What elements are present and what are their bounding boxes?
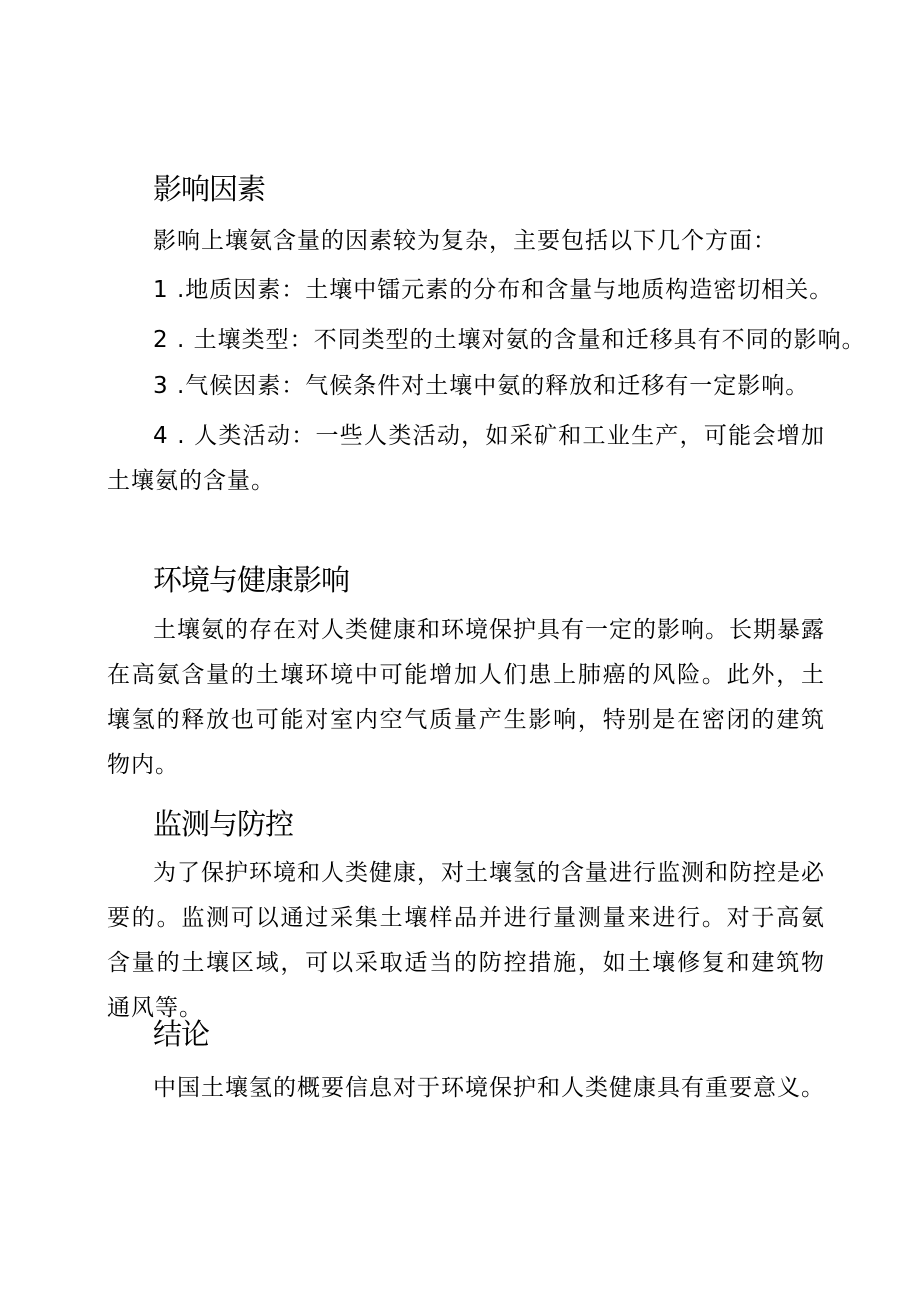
section-heading-factors: 影响因素	[153, 172, 266, 206]
monitoring-body: 为了保护环境和人类健康，对土壤氢的含量进行监测和防控是必要的。监测可以通过采集土壤样品并进行量测量来进行。对于高氨含量的土壤区域，可以采取适当的防控措施，如土壤修复和建筑物通风等。	[107, 860, 825, 1021]
factor-item-human-activity: 4 . 人类活动：一些人类活动，如采矿和工业生产，可能会增加土壤氨的含量。	[107, 423, 825, 494]
factor-item-soil-type: 2 . 土壤类型：不同类型的土壤对氨的含量和迁移具有不同的影响。	[153, 327, 866, 353]
health-body: 土壤氨的存在对人类健康和环境保护具有一定的影响。长期暴露在高氨含量的土壤环境中可能增加人们患上肺癌的风险。此外，土壤氢的释放也可能对室内空气质量产生影响，特别是在密闭的建筑物内。	[107, 617, 825, 778]
factor-item-geology: 1 .地质因素：土壤中镭元素的分布和含量与地质构造密切相关。	[153, 277, 834, 303]
section-heading-health: 环境与健康影响	[153, 563, 350, 597]
conclusion-body: 中国土壤氢的概要信息对于环境保护和人类健康具有重要意义。	[153, 1075, 825, 1101]
section-heading-conclusion: 结论	[153, 1017, 210, 1051]
factors-intro: 影响上壤氨含量的因素较为复杂，主要包括以下几个方面：	[153, 228, 777, 254]
factor-item-climate: 3 .气候因素：气候条件对土壤中氨的释放和迁移有一定影响。	[153, 373, 810, 399]
section-heading-monitoring: 监测与防控	[153, 807, 294, 841]
